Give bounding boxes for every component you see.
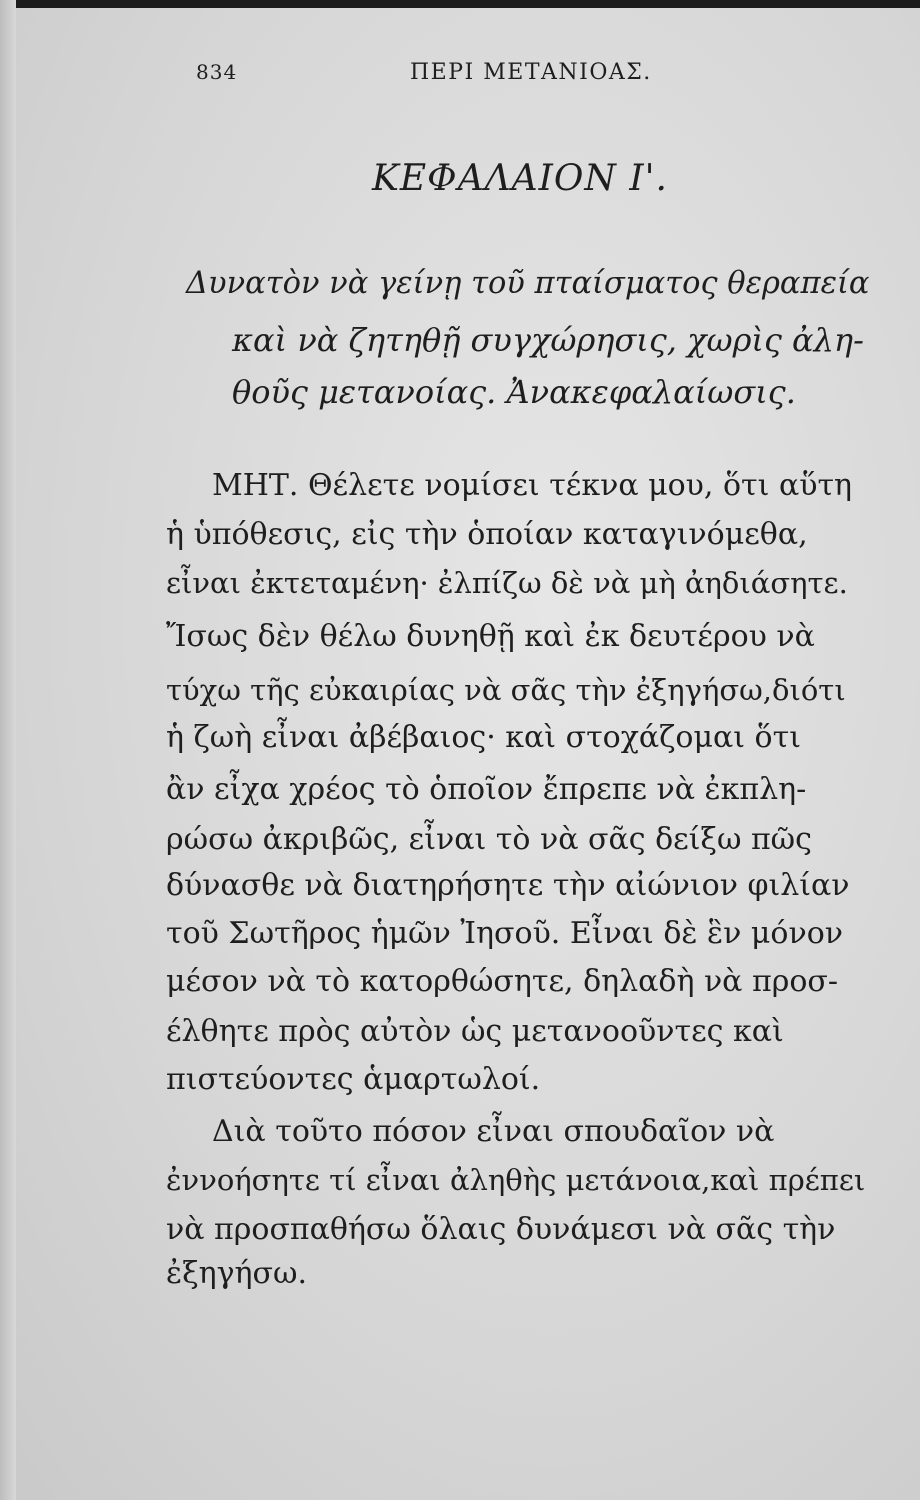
paragraph-line: νὰ προσπαθήσω ὅλαις δυνάμεσι νὰ σᾶς τὴν — [166, 1212, 836, 1247]
page-top-shadow — [0, 0, 920, 8]
paragraph-line: δύνασθε νὰ διατηρήσητε τὴν αἰώνιον φιλίαν — [166, 868, 850, 903]
paragraph-line: Διὰ τοῦτο πόσον εἶναι σπουδαῖον νὰ — [212, 1114, 775, 1149]
paragraph-line: έλθητε πρὸς αὐτὸν ὡς μετανοοῦντες καὶ — [166, 1014, 784, 1049]
paragraph-line: τοῦ Σωτῆρος ἡμῶν Ἰησοῦ. Εἶναι δὲ ἓν μόνον — [166, 916, 843, 951]
paragraph-line: ἡ ζωὴ εἶναι ἀβέβαιος· καὶ στοχάζομαι ὅτι — [166, 720, 801, 755]
chapter-title: ΚΕΦΑΛΑΙΟΝ Ι'. — [372, 158, 668, 199]
page-gutter-edge — [0, 0, 16, 1500]
paragraph-line: Ἴσως δὲν θέλω δυνηθῇ καὶ ἐκ δευτέρου νὰ — [166, 619, 815, 654]
paragraph-line: ἐννοήσητε τί εἶναι ἀληθὴς μετάνοια,καὶ πρέπει — [166, 1163, 866, 1197]
paragraph-line: ΜΗΤ. Θέλετε νομίσει τέκνα μου, ὅτι αὕτη — [212, 468, 853, 503]
paragraph-line: τύχω τῆς εὐκαιρίας νὰ σᾶς τὴν ἐξηγήσω,διότι — [166, 673, 846, 707]
paragraph-line: εἶναι ἐκτεταμένη· ἐλπίζω δὲ νὰ μὴ ἀηδιάσητε. — [166, 566, 848, 600]
summary-line: καὶ νὰ ζητηθῇ συγχώρησις, χωρὶς ἀλη- — [232, 321, 864, 359]
paragraph-line: ἡ ὑπόθεσις, εἰς τὴν ὁποίαν καταγινόμεθα, — [166, 517, 808, 552]
page-number: 834 — [196, 60, 238, 84]
paragraph-line: ἂν εἶχα χρέος τὸ ὁποῖον ἔπρεπε νὰ ἐκπλη- — [166, 772, 807, 807]
paragraph-line: ρώσω ἀκριβῶς, εἶναι τὸ νὰ σᾶς δείξω πῶς — [166, 822, 812, 857]
running-head: ΠΕΡΙ ΜΕΤΑΝΙΟΑΣ. — [410, 60, 652, 85]
summary-line: θοῦς μετανοίας. Ἀνακεφαλαίωσις. — [232, 373, 796, 411]
paragraph-line: μέσον νὰ τὸ κατορθώσητε, δηλαδὴ νὰ προσ- — [166, 964, 839, 999]
summary-line: Δυνατὸν νὰ γείνῃ τοῦ πταίσματος θεραπεία — [186, 266, 870, 301]
paragraph-line: πιστεύοντες ἁμαρτωλοί. — [166, 1062, 541, 1097]
paragraph-line: ἐξηγήσω. — [166, 1256, 307, 1291]
